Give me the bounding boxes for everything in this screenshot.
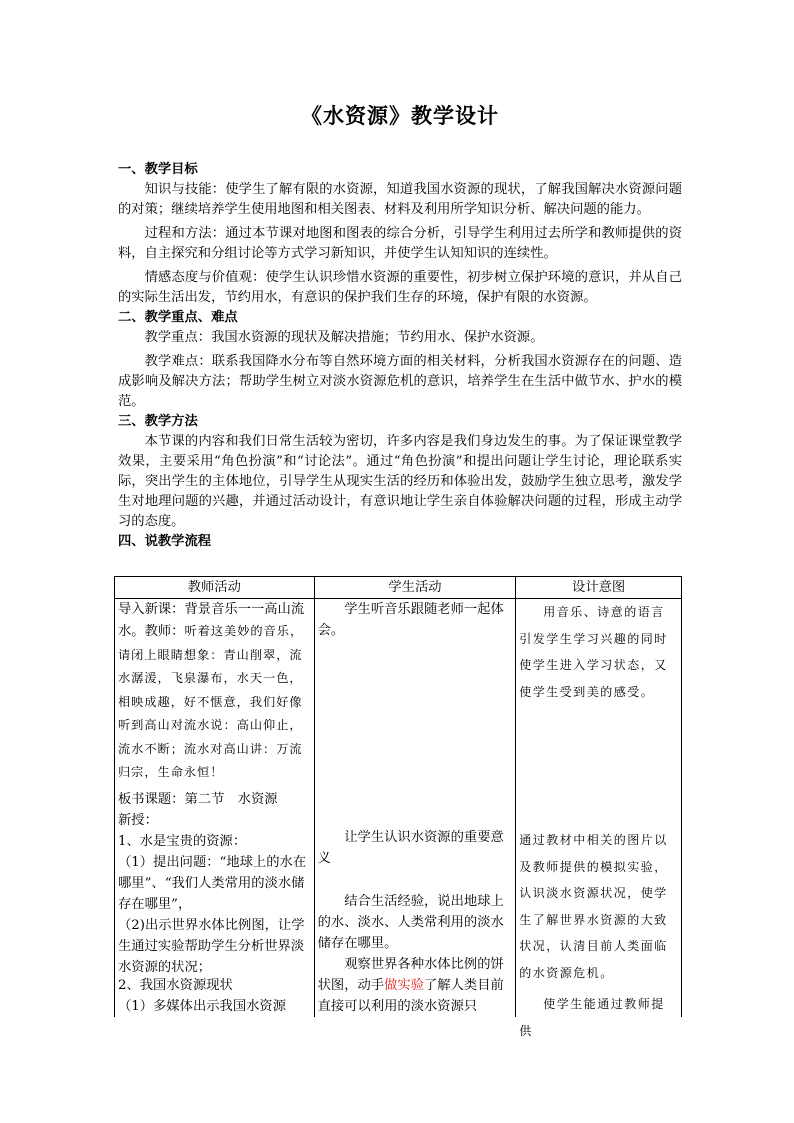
question-three: （1）多媒体出示我国水资源 [118,999,287,1014]
item-two: 2、我国水资源现状 [118,978,233,993]
board-title: 板书课题：第二节 水资源 [118,792,278,807]
table-row [115,599,682,1018]
teacher-activity-cell [115,599,315,1018]
teacher-intro-text: 导入新课：背景音乐一一高山流水。教师： [118,602,305,639]
design-intent-cell [516,599,682,1038]
new-lesson-label: 新授： [118,813,158,828]
teacher-item-two-block [118,975,311,1017]
question-one: （1）提出问题：“地球上的水在哪里”、“我们人类常用的淡水储存在哪里”， [118,855,307,912]
section-heading-flow: 四、说教学流程 [118,534,212,549]
column-header-intent: 设计意图 [516,577,682,599]
item-one: 1、水是宝贵的资源： [118,834,247,849]
paragraph-methods: 本节课的内容和我们日常生活较为密切，许多内容是我们身边发生的事。为了保证课堂教学效果，主要采用“角色扮演”和“讨论法”。通过“角色扮演”和提出问题让学生讨论，理论联系实际，突出学生的主体地位，引导学生从现实生活的经历和体验出发，鼓励学生独立思考，激发学生对地理问题的兴趣，并通过活动设计，有意识地让学生亲自体验解决问题的过程，形成主动学习的态度。 [118,434,682,529]
paragraph-difficulty: 教学难点：联系我国降水分布等自然环境方面的相关材料，分析我国水资源存在的问题、造成影响及解决方法；帮助学生树立对淡水资源危机的意识，培养学生在生活中做节水、护水的模范。 [118,354,682,409]
section-heading-methods: 三、教学方法 [118,414,198,429]
teaching-flow-table [114,576,682,1038]
document-title: 《水资源》教学设计 [301,103,499,128]
design-intent-2: 通过教材中相关的图片以及教师提供的模拟实验，认识淡水资源状况，使学生了解世界水资源的大致状况，认清目前人类面临的水资源危机。 [519,833,668,980]
student-activity-1: 学生听音乐跟随老师一起体会。 [317,602,504,638]
paragraph-key-point: 教学重点：我国水资源的现状及解决措施；节约用水、保护水资源。 [144,330,544,345]
paragraph-attitude: 情感态度与价值观：使学生认识珍惜水资源的重要性，初步树立保护环境的意识，并从自己的实际生活出发，节约用水，有意识的保护我们生存的环境，保护有限的水资源。 [118,270,682,305]
column-header-teacher: 教师活动 [115,577,315,599]
section-heading-objectives: 一、教学目标 [118,162,198,177]
table-header-row [115,577,682,599]
paragraph-knowledge: 知识与技能：使学生了解有限的水资源，知道我国水资源的现状，了解我国解决水资源问题的对策；继续培养学生使用地图和相关图表、材料及利用所学知识分析、解决问题的能力。 [118,182,682,217]
question-two: （2)出示世界水体比例图，让学生通过实验帮助学生分析世界淡水资源的状况； [118,918,305,975]
do-experiment-highlight: 做实验 [384,978,425,993]
teacher-intro-poem: 听着这美妙的音乐，请闭上眼睛想象：青山削翠，流水潺湲，飞泉瀑布，水天一色，相映成趣，好不惬意，我们好像听到高山对流水说：高山仰止，流水不断；流水对高山讲：万流归宗，生命永恒！ [118,624,304,779]
teacher-board-block [118,789,311,978]
section-heading-key-points: 二、教学重点、难点 [118,310,238,325]
document-body [118,160,682,552]
student-activity-3: 结合生活经验，说出地球上的水、淡水、人类常利用的淡水储存在哪里。 [317,894,504,951]
student-activity-cell [314,599,516,1018]
student-activity-2: 让学生认识水资源的重要意义 [317,830,504,866]
teacher-intro-block [118,599,311,785]
student-activity-4: 观察世界各种水体比例的饼状图，动手做实验了解人类目前直接可以利用的淡水资源只 [317,957,504,1014]
column-header-student: 学生活动 [314,577,516,599]
paragraph-process: 过程和方法：通过本节课对地图和图表的综合分析，引导学生利用过去所学和教师提供的资料，自主探究和分组讨论等方式学习新知识，并使学生认知知识的连续性。 [118,226,682,261]
design-intent-1: 用音乐、诗意的语言引发学生学习兴趣的同时使学生进入学习状态，又使学生受到美的感受。 [519,605,668,699]
design-intent-3: 使学生能通过教师提供 [519,997,665,1038]
